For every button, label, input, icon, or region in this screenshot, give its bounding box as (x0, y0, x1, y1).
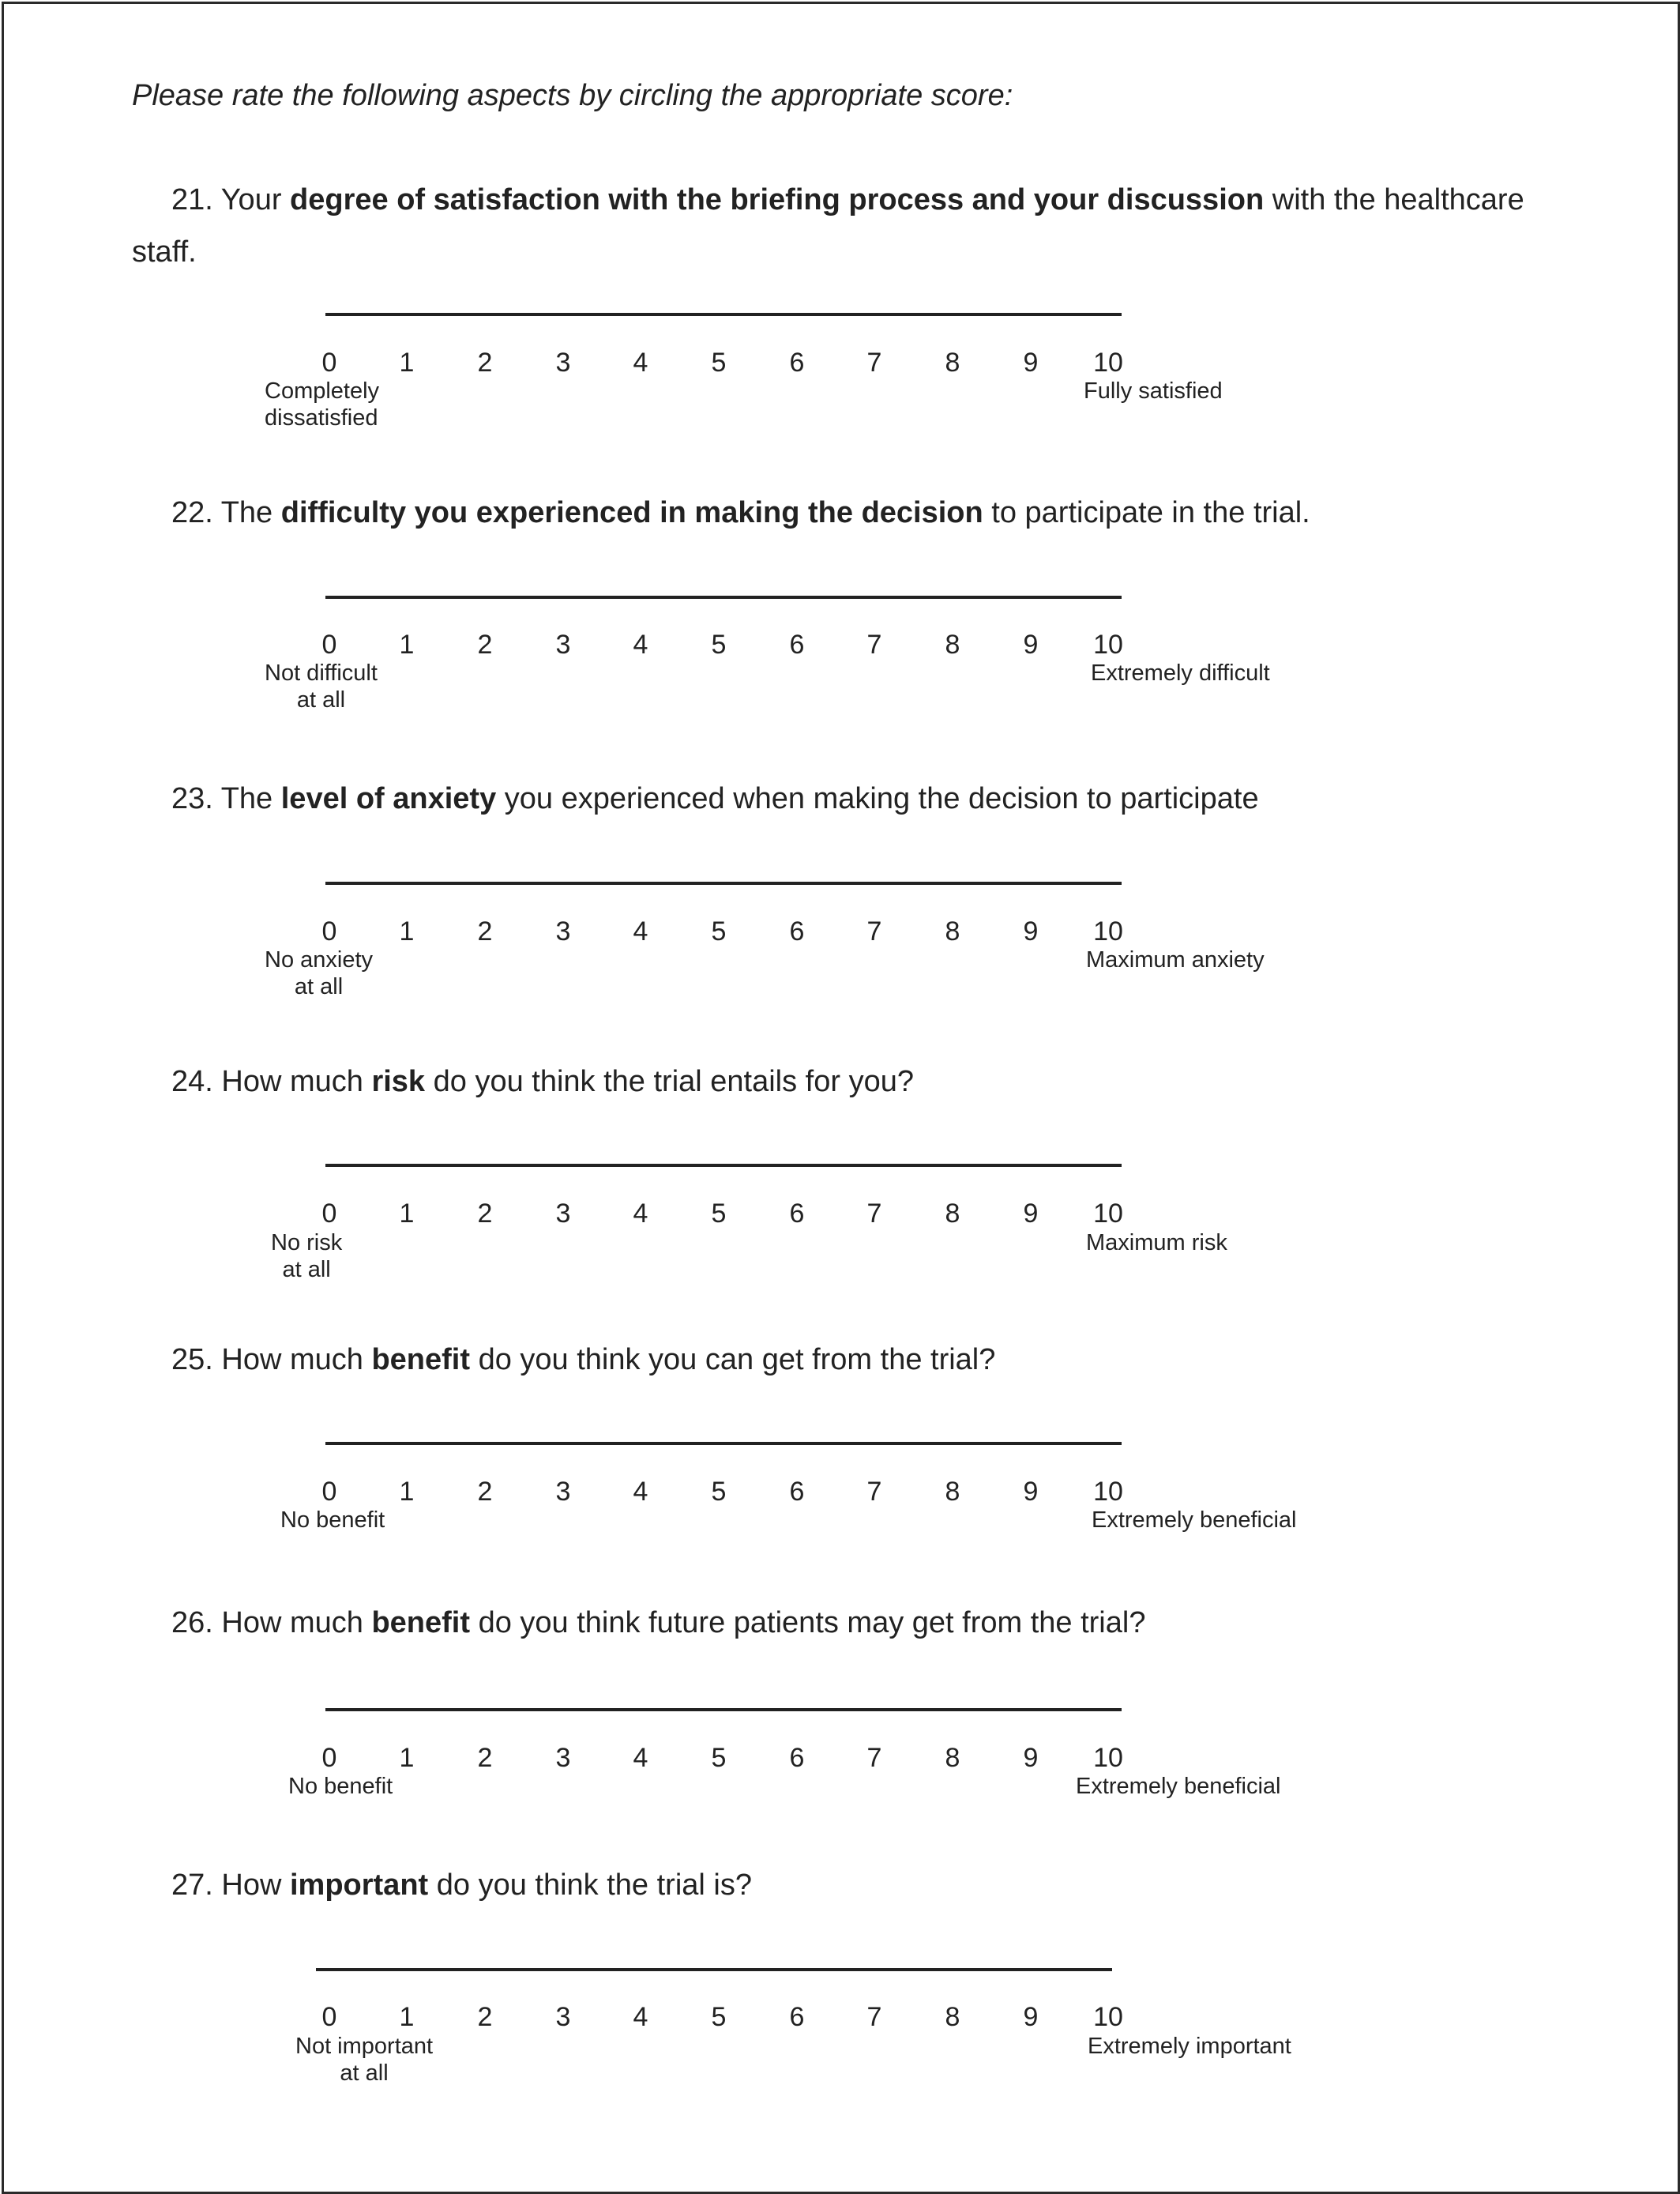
score-option-eight[interactable]: 8 (945, 630, 960, 660)
question-text-bold: benefit (371, 1606, 471, 1639)
low-anchor-label (271, 1229, 342, 1283)
score-option-one[interactable]: 1 (399, 2002, 415, 2032)
score-option-ten[interactable]: 10 (1093, 1199, 1123, 1229)
score-option-five[interactable]: 5 (711, 2002, 727, 2032)
score-option-four[interactable]: 4 (633, 1199, 648, 1229)
score-option-eight[interactable]: 8 (945, 1199, 960, 1229)
score-option-six[interactable]: 6 (789, 348, 805, 378)
score-option-three[interactable]: 3 (555, 630, 571, 660)
score-option-ten[interactable]: 10 (1093, 1743, 1123, 1773)
score-option-six[interactable]: 6 (789, 630, 805, 660)
question-text-post: do you think future patients may get from the trial? (470, 1606, 1146, 1639)
question-27-text (132, 1859, 1538, 1911)
anchor-label-line: Fully satisfied (1084, 378, 1223, 404)
score-option-three[interactable]: 3 (555, 348, 571, 378)
low-anchor-label (265, 660, 378, 713)
question-21-text (132, 174, 1538, 278)
score-option-zero[interactable]: 0 (321, 1743, 337, 1773)
score-option-five[interactable]: 5 (711, 1477, 727, 1507)
score-option-four[interactable]: 4 (633, 916, 648, 946)
anchor-label-line: Not important (295, 2034, 434, 2059)
score-option-zero[interactable]: 0 (321, 1477, 337, 1507)
score-option-three[interactable]: 3 (555, 1743, 571, 1773)
score-option-ten[interactable]: 10 (1093, 2002, 1123, 2032)
score-option-six[interactable]: 6 (789, 1743, 805, 1773)
question-text-pre: How much (221, 1606, 372, 1639)
score-option-nine[interactable]: 9 (1023, 1477, 1039, 1507)
score-option-four[interactable]: 4 (633, 630, 648, 660)
question-text-bold: degree of satisfaction with the briefing process and your discussion (290, 183, 1265, 216)
score-option-ten[interactable]: 10 (1093, 630, 1123, 660)
high-anchor-label (1076, 1773, 1281, 1800)
score-option-two[interactable]: 2 (477, 916, 493, 946)
score-option-eight[interactable]: 8 (945, 916, 960, 946)
high-anchor-label (1086, 946, 1265, 973)
score-option-three[interactable]: 3 (555, 2002, 571, 2032)
score-option-two[interactable]: 2 (477, 1199, 493, 1229)
score-option-two[interactable]: 2 (477, 348, 493, 378)
anchor-label-line: No anxiety (265, 947, 374, 973)
question-text-pre: How much (221, 1343, 372, 1376)
low-anchor-label (295, 2033, 433, 2087)
score-option-five[interactable]: 5 (711, 1743, 727, 1773)
anchor-label-line: Maximum risk (1086, 1230, 1227, 1255)
low-anchor-label (280, 1507, 385, 1534)
question-22-text (132, 487, 1538, 539)
score-option-nine[interactable]: 9 (1023, 348, 1039, 378)
instruction-text: Please rate the following aspects by circling the appropriate score: (132, 79, 1013, 112)
question-23-text (132, 773, 1538, 825)
score-option-one[interactable]: 1 (399, 1199, 415, 1229)
score-option-nine[interactable]: 9 (1023, 630, 1039, 660)
question-text-post: you experienced when making the decision to participate (496, 782, 1259, 815)
question-number: 26. (171, 1606, 222, 1639)
score-option-seven[interactable]: 7 (866, 916, 882, 946)
anchor-label-line: Not difficult (265, 660, 378, 686)
question-text-bold: benefit (371, 1343, 471, 1376)
score-option-four[interactable]: 4 (633, 2002, 648, 2032)
question-number: 25. (171, 1343, 222, 1376)
anchor-label-line: at all (282, 1257, 331, 1282)
rating-scale-line-23 (325, 882, 1122, 885)
anchor-label-line: No benefit (288, 1774, 393, 1799)
anchor-label-line: at all (340, 2060, 389, 2086)
score-option-four[interactable]: 4 (633, 348, 648, 378)
question-text-bold: risk (371, 1065, 426, 1098)
score-option-one[interactable]: 1 (399, 1743, 415, 1773)
question-text-bold: level of anxiety (280, 782, 497, 815)
high-anchor-label (1088, 2033, 1291, 2060)
anchor-label-line: Extremely difficult (1091, 660, 1270, 686)
score-option-six[interactable]: 6 (789, 916, 805, 946)
score-option-three[interactable]: 3 (555, 1477, 571, 1507)
score-option-two[interactable]: 2 (477, 2002, 493, 2032)
score-option-seven[interactable]: 7 (866, 348, 882, 378)
score-option-seven[interactable]: 7 (866, 1199, 882, 1229)
question-number: 27. (171, 1868, 222, 1902)
low-anchor-label (265, 946, 373, 1000)
score-option-eight[interactable]: 8 (945, 348, 960, 378)
score-option-one[interactable]: 1 (399, 630, 415, 660)
score-option-eight[interactable]: 8 (945, 2002, 960, 2032)
score-option-seven[interactable]: 7 (866, 1477, 882, 1507)
score-option-one[interactable]: 1 (399, 348, 415, 378)
score-option-seven[interactable]: 7 (866, 630, 882, 660)
high-anchor-label (1084, 378, 1223, 405)
score-option-two[interactable]: 2 (477, 1743, 493, 1773)
question-text-post: do you think you can get from the trial? (470, 1343, 996, 1376)
score-option-four[interactable]: 4 (633, 1477, 648, 1507)
score-option-ten[interactable]: 10 (1093, 348, 1123, 378)
anchor-label-line: Extremely beneficial (1092, 1507, 1297, 1533)
question-24-text (132, 1056, 1538, 1108)
score-option-three[interactable]: 3 (555, 916, 571, 946)
question-number: 22. (171, 496, 221, 529)
anchor-label-line: Completely (265, 378, 380, 404)
question-number: 24. (171, 1065, 222, 1098)
score-option-zero[interactable]: 0 (321, 916, 337, 946)
score-option-one[interactable]: 1 (399, 1477, 415, 1507)
score-option-ten[interactable]: 10 (1093, 916, 1123, 946)
score-option-three[interactable]: 3 (555, 1199, 571, 1229)
score-option-six[interactable]: 6 (789, 1199, 805, 1229)
question-text-bold: important (289, 1868, 429, 1902)
score-option-five[interactable]: 5 (711, 630, 727, 660)
question-text-pre: How (221, 1868, 290, 1902)
high-anchor-label (1092, 1507, 1297, 1534)
rating-scale-line-27 (316, 1968, 1112, 1971)
score-option-six[interactable]: 6 (789, 2002, 805, 2032)
score-option-zero[interactable]: 0 (321, 1199, 337, 1229)
score-option-five[interactable]: 5 (711, 916, 727, 946)
anchor-label-line: at all (294, 974, 344, 999)
question-text-bold: difficulty you experienced in making the decision (280, 496, 983, 529)
score-option-eight[interactable]: 8 (945, 1743, 960, 1773)
score-option-nine[interactable]: 9 (1023, 916, 1039, 946)
rating-scale-line-22 (325, 596, 1122, 599)
question-text-pre: The (220, 782, 281, 815)
anchor-label-line: Maximum anxiety (1086, 947, 1265, 973)
score-option-nine[interactable]: 9 (1023, 1743, 1039, 1773)
rating-scale-line-26 (325, 1708, 1122, 1711)
score-option-seven[interactable]: 7 (866, 1743, 882, 1773)
rating-scale-line-25 (325, 1442, 1122, 1445)
anchor-label-line: No risk (271, 1230, 343, 1255)
question-text-post: to participate in the trial. (983, 496, 1310, 529)
score-option-five[interactable]: 5 (711, 348, 727, 378)
anchor-label-line: at all (296, 687, 346, 713)
question-25-text (132, 1334, 1538, 1386)
anchor-label-line: Extremely beneficial (1076, 1774, 1281, 1799)
question-text-pre: Your (220, 183, 291, 216)
question-number: 23. (171, 782, 221, 815)
low-anchor-label (288, 1773, 393, 1800)
question-number: 21. (171, 183, 221, 216)
score-option-zero[interactable]: 0 (321, 630, 337, 660)
question-text-pre: The (220, 496, 281, 529)
score-option-seven[interactable]: 7 (866, 2002, 882, 2032)
rating-scale-line-21 (325, 313, 1122, 316)
question-text-post: do you think the trial is? (428, 1868, 752, 1902)
score-option-zero[interactable]: 0 (321, 348, 337, 378)
score-option-four[interactable]: 4 (633, 1743, 648, 1773)
score-option-two[interactable]: 2 (477, 630, 493, 660)
score-option-zero[interactable]: 0 (321, 2002, 337, 2032)
score-option-one[interactable]: 1 (399, 916, 415, 946)
low-anchor-label (265, 378, 379, 431)
anchor-label-line: No benefit (280, 1507, 385, 1533)
anchor-label-line: dissatisfied (265, 405, 378, 431)
score-option-eight[interactable]: 8 (945, 1477, 960, 1507)
score-option-ten[interactable]: 10 (1093, 1477, 1123, 1507)
score-option-nine[interactable]: 9 (1023, 1199, 1039, 1229)
question-text-post: with the healthcare staff. (132, 183, 1524, 269)
anchor-label-line: Extremely important (1088, 2034, 1291, 2059)
rating-scale-line-24 (325, 1164, 1122, 1167)
score-option-five[interactable]: 5 (711, 1199, 727, 1229)
high-anchor-label (1086, 1229, 1227, 1256)
question-26-text (132, 1597, 1538, 1649)
score-option-six[interactable]: 6 (789, 1477, 805, 1507)
question-text-pre: How much (221, 1065, 372, 1098)
score-option-two[interactable]: 2 (477, 1477, 493, 1507)
question-text-post: do you think the trial entails for you? (425, 1065, 914, 1098)
high-anchor-label (1091, 660, 1270, 687)
score-option-nine[interactable]: 9 (1023, 2002, 1039, 2032)
